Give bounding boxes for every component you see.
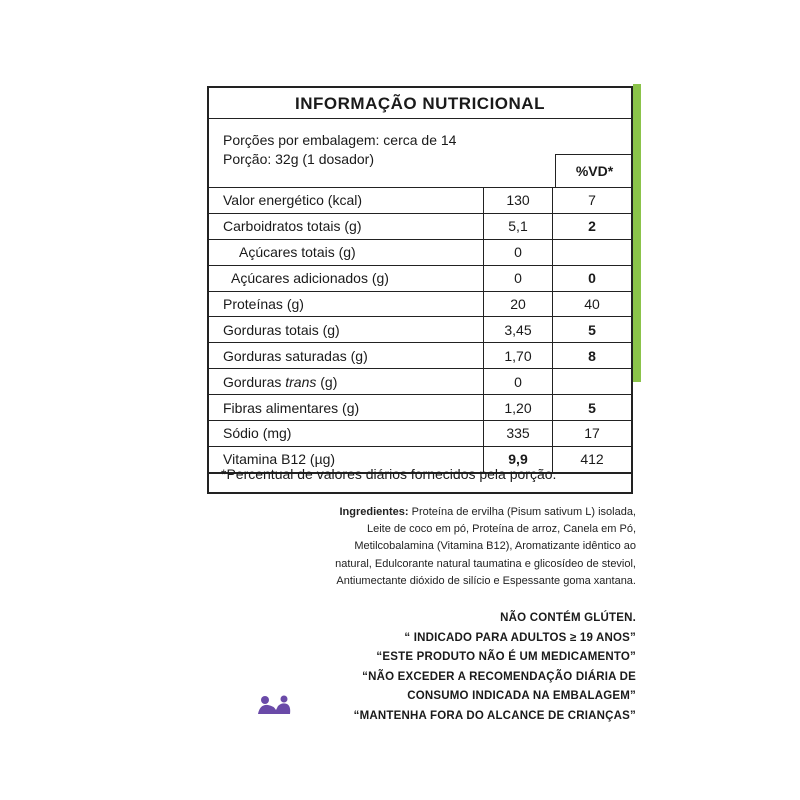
nutrient-name: Sódio (mg) (209, 421, 484, 447)
nutrient-amount: 0 (484, 265, 553, 291)
nutrient-amount: 20 (484, 291, 553, 317)
warning-line: CONSUMO INDICADA NA EMBALAGEM” (407, 690, 636, 702)
nutrient-amount: 1,70 (484, 343, 553, 369)
nutrient-name: Açúcares totais (g) (209, 239, 484, 265)
vd-column-header: %VD* (555, 154, 633, 187)
table-row (209, 213, 631, 239)
warnings-block (280, 609, 636, 726)
nutrient-amount: 130 (484, 188, 553, 213)
nutrient-name: Gorduras totais (g) (209, 317, 484, 343)
nutrient-vd (553, 369, 632, 395)
nutrient-vd: 0 (553, 265, 632, 291)
nutrient-amount: 3,45 (484, 317, 553, 343)
nutrient-name-italic: trans (285, 373, 317, 390)
warning-line: “ESTE PRODUTO NÃO É UM MEDICAMENTO” (376, 651, 636, 663)
nutrient-name-part: Gorduras (223, 373, 286, 390)
nutrient-amount: 335 (484, 421, 553, 447)
ingredients-text: Proteína de ervilha (Pisum sativum L) isolada, Leite de coco em pó, Proteína de arroz, Canela em Pó, Metilcobalamina (Vitamina B12), Aromatizante idêntico ao natural, Edulcorante natural taumatina e glicosídeo de steviol, Antiumectante dióxido de silício e Espessante goma xantana. (335, 506, 636, 587)
nutrient-vd: 17 (553, 421, 632, 447)
table-row (209, 239, 631, 265)
nutrient-vd: 40 (553, 291, 632, 317)
nutrient-name-part: (g) (316, 373, 338, 390)
nutrient-name: Gorduras saturadas (g) (209, 343, 484, 369)
nutrient-name (209, 369, 484, 395)
title-divider (209, 118, 631, 119)
nutrient-vd: 2 (553, 213, 632, 239)
warning-line: “MANTENHA FORA DO ALCANCE DE CRIANÇAS” (353, 709, 636, 722)
nutrient-name: Vitamina B12 (µg) (209, 446, 484, 472)
servings-per-package: Porções por embalagem: cerca de 14 (223, 132, 457, 148)
table-row (209, 369, 631, 395)
nutrient-amount: 0 (484, 369, 553, 395)
ingredients-block (320, 504, 636, 590)
table-row (209, 265, 631, 291)
nutrient-name: Fibras alimentares (g) (209, 395, 484, 421)
table-row (209, 317, 631, 343)
nutrient-name: Carboidratos totais (g) (209, 213, 484, 239)
nutrient-amount: 1,20 (484, 395, 553, 421)
label-title: INFORMAÇÃO NUTRICIONAL (295, 94, 545, 113)
nutrient-vd: 8 (553, 343, 632, 369)
table-row (209, 395, 631, 421)
table-row (209, 343, 631, 369)
nutrient-vd: 5 (553, 395, 632, 421)
table-row (209, 291, 631, 317)
purple-figure-icon (256, 694, 292, 716)
table-row (209, 421, 631, 447)
warning-line: “ INDICADO PARA ADULTOS ≥ 19 ANOS” (404, 631, 636, 644)
table-row (209, 188, 631, 213)
warning-line: NÃO CONTÉM GLÚTEN. (500, 612, 636, 624)
nutrient-name: Valor energético (kcal) (209, 188, 484, 213)
warning-line: “NÃO EXCEDER A RECOMENDAÇÃO DIÁRIA DE (362, 670, 636, 683)
nutrient-amount: 5,1 (484, 213, 553, 239)
nutrient-vd: 7 (553, 188, 632, 213)
nutrient-vd: 5 (553, 317, 632, 343)
vd-footnote: *Percentual de valores diários fornecidos pela porção. (221, 466, 557, 482)
nutrient-vd: 412 (553, 446, 632, 472)
nutrient-amount: 9,9 (484, 446, 553, 472)
green-accent-bar (633, 84, 641, 382)
nutrient-amount: 0 (484, 239, 553, 265)
nutrient-vd (553, 239, 632, 265)
nutrition-facts-panel (207, 86, 633, 494)
nutrient-name: Açúcares adicionados (g) (209, 265, 484, 291)
nutrition-table (209, 188, 631, 474)
ingredients-label: Ingredientes: (339, 506, 409, 518)
nutrient-name: Proteínas (g) (209, 291, 484, 317)
serving-size: Porção: 32g (1 dosador) (223, 151, 374, 167)
